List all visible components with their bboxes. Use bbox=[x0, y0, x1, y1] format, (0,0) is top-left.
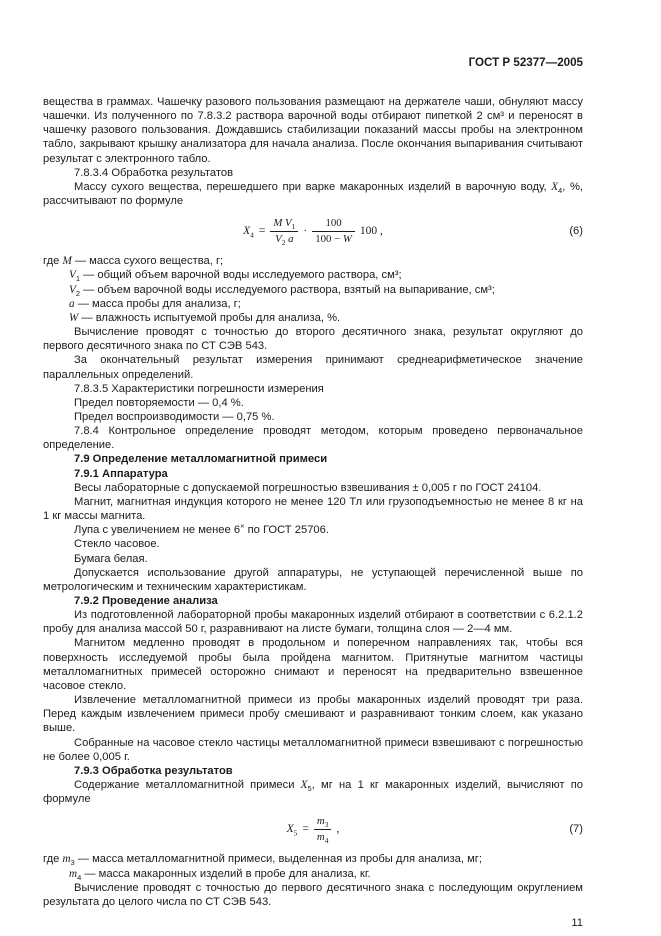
paragraph: Весы лабораторные с допускаемой погрешностью взвешивания ± 0,005 г по ГОСТ 24104. bbox=[74, 481, 542, 494]
paragraph: Допускается использование другой аппаратуры, не уступающей перечисленной выше по метрологическим и техническим характеристикам. bbox=[43, 566, 583, 593]
paragraph-x4-intro: Массу сухого вещества, перешедшего при варке макаронных изделий в варочную воду, $X_4$, %, рассчитывают по формуле bbox=[43, 180, 584, 208]
section-heading-793: 7.9.3 Обработка результатов bbox=[74, 764, 233, 777]
paragraph-x5-intro: Содержание металломагнитной примеси $X_5$, мг на 1 кг макаронных изделий, вычисляют по формуле bbox=[43, 779, 583, 806]
superscript-x: × bbox=[240, 521, 245, 531]
equals-sign: = bbox=[258, 225, 266, 238]
definition-item: где M — масса сухого вещества, г; bbox=[43, 255, 224, 268]
equals-sign: = bbox=[302, 823, 309, 836]
document-body bbox=[43, 95, 583, 930]
paragraph: Вычисление проводят с точностью до второго десятичного знака, результат округляют до первого десятичного знака по СТ СЭВ 543. bbox=[43, 326, 583, 353]
paragraph-continuation: вещества в граммах. Чашечку разового пользования размещают на держателе чаши, обнуляют массу чашечки. Из полученного по 7.8.3.2 раствора варочной воды отбирают пипеткой 2 см³ и переносят в чашечку разового пользования. Дождавшись стабилизации показаний массы пробы на электронном табло, закрывают крышку анализатора для начала анализа. После окончания выпаривания считывают результат с электронного табло. bbox=[43, 96, 583, 165]
formula-6: $X_4$ = $\frac{M V_1}{V_2 a}$ · $\frac{100}{100 - W}$ 100 , (6) bbox=[243, 217, 583, 247]
paragraph: Бумага белая. bbox=[74, 552, 148, 565]
paragraph: Магнитом медленно проводят в продольном и поперечном направлениях так, чтобы вся поверхность исследуемой пробы была пройдена магнитом. Притянутые магнитом частицы металломагнитных примесей осторожно снимают и переносят на предварительно взвешенное часовое стекло. bbox=[43, 637, 583, 692]
paragraph-lupa: Лупа с увеличением не менее 6× по ГОСТ 25706. bbox=[74, 521, 329, 537]
section-heading-7834: 7.8.3.4 Обработка результатов bbox=[74, 166, 234, 179]
formula6-lhs: X bbox=[243, 225, 251, 238]
definition-list-6 bbox=[43, 254, 583, 325]
page-number: 11 bbox=[571, 916, 583, 929]
variable-x4: X bbox=[551, 180, 559, 193]
paragraph: Предел воспроизводимости — 0,75 %. bbox=[74, 410, 275, 423]
definition-item: $V_2$ — объем варочной воды исследуемого раствора, взятый на выпаривание, см³; bbox=[69, 283, 495, 298]
section-heading-79: 7.9 Определение металломагнитной примеси bbox=[74, 453, 328, 466]
section-heading-7835: 7.8.3.5 Характеристики погрешности измерения bbox=[74, 382, 324, 395]
variable-x5: X bbox=[300, 779, 308, 792]
paragraph: Вычисление проводят с точностью до первого десятичного знака с последующим округлением результата до целого числа по СТ СЭВ 543. bbox=[43, 881, 583, 908]
definition-item: W — влажность испытуемой пробы для анализа, %. bbox=[69, 311, 341, 324]
formula7-fraction: $\frac{m_3}{m_4}$ bbox=[314, 815, 332, 843]
formula7-tail: , bbox=[336, 823, 340, 836]
definition-item: где $m_3$ — масса металломагнитной примеси, выделенная из пробы для анализа, мг; bbox=[43, 853, 482, 868]
document-header: ГОСТ Р 52377—2005 bbox=[468, 56, 583, 69]
paragraph: Извлечение металломагнитной примеси из пробы макаронных изделий проводят три раза. Перед каждым извлечением примеси пробу смешивают и разравнивают тонким слоем, как указано выше. bbox=[43, 694, 583, 735]
formula6-fraction-2: $\frac{100}{100 - W}$ bbox=[312, 217, 355, 245]
paragraph: Предел повторяемости — 0,4 %. bbox=[74, 396, 244, 409]
definition-item: $m_4$ — масса макаронных изделий в пробе для анализа, кг. bbox=[69, 867, 371, 882]
multiplication-dot: · bbox=[303, 225, 308, 238]
paragraph: Из подготовленной лабораторной пробы макаронных изделий отбирают в соответствии с 6.2.1.2 пробу для анализа массой 50 г, разравнивают на листе бумаги, толщина слоя — 2—4 мм. bbox=[43, 609, 583, 636]
paragraph: Стекло часовое. bbox=[74, 538, 160, 551]
formula7-lhs: X bbox=[286, 823, 294, 836]
paragraph: Магнит, магнитная индукция которого не менее 120 Тл или грузоподъемностью не менее 8 кг на 1 кг массы магнита. bbox=[43, 495, 583, 523]
definition-list-7 bbox=[43, 852, 583, 880]
formula-7: $X_5$ = $\frac{m_3}{m_4}$ , (7) bbox=[286, 815, 583, 845]
definition-item: a — масса пробы для анализа, г; bbox=[69, 297, 241, 310]
formula6-tail: 100 , bbox=[359, 225, 383, 238]
definition-item: $V_1$ — общий объем варочной воды исследуемого раствора, см³; bbox=[69, 269, 402, 284]
paragraph: За окончательный результат измерения принимают среднеарифметическое значение параллельных определений. bbox=[43, 354, 583, 381]
formula6-fraction-1: $\frac{M V_1}{V_2 a}$ bbox=[270, 217, 298, 245]
equation-number-7: (7) bbox=[569, 823, 583, 836]
equation-number-6: (6) bbox=[569, 225, 583, 238]
section-heading-792: 7.9.2 Проведение анализа bbox=[74, 595, 218, 607]
section-heading-791: 7.9.1 Аппаратура bbox=[74, 467, 168, 480]
paragraph: 7.8.4 Контрольное определение проводят методом, которым проведено первоначальное определение. bbox=[43, 425, 583, 452]
paragraph: Собранные на часовое стекло частицы металломагнитной примеси взвешивают с погрешностью не более 0,005 г. bbox=[43, 736, 583, 763]
